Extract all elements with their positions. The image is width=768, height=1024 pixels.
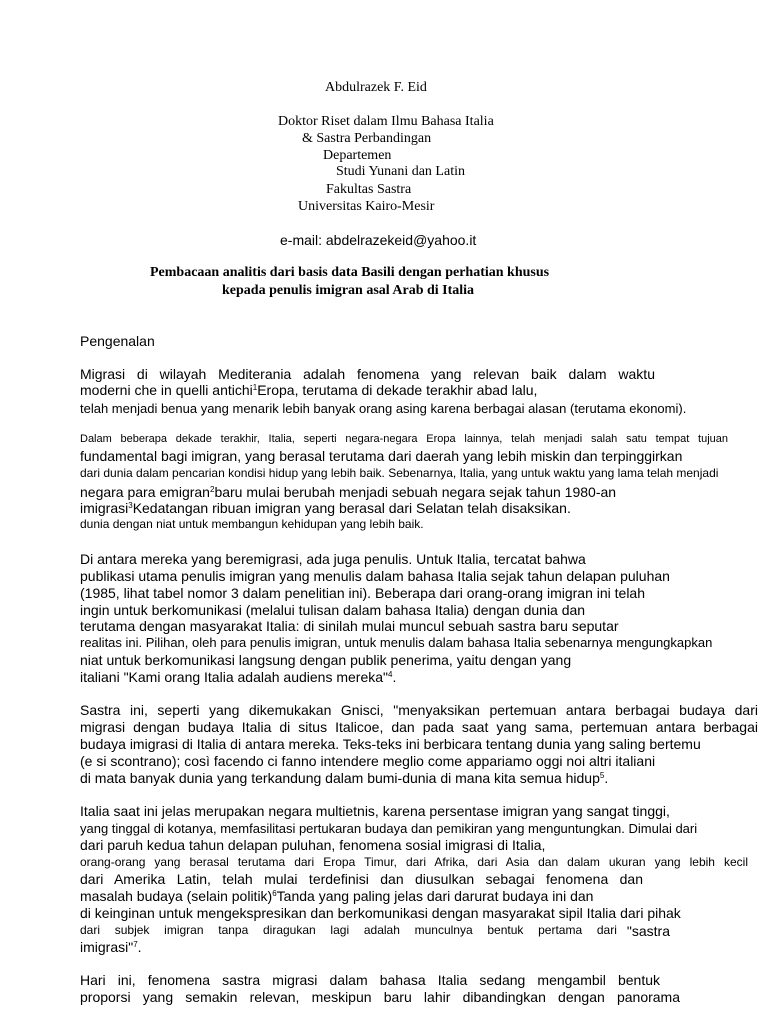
p3-line-3: (1985, lihat tabel nomor 3 dalam penelitian ini). Beberapa dari orang-orang imigran ini telah	[80, 585, 646, 601]
footnote-1: 1	[252, 383, 258, 392]
p4-line-3: budaya imigrasi di Italia di antara mereka. Teks-teks ini berbicara tentang dunia yang saling bertemu	[80, 736, 701, 752]
footnote-6: 6	[272, 889, 277, 898]
footnote-5: 5	[599, 771, 605, 780]
p2-line-3: dari dunia dalam pencarian kondisi hidup yang lebih baik. Sebenarnya, Italia, yang untuk waktu yang lama telah menjadi	[80, 466, 719, 480]
footnote-3: 3	[128, 501, 133, 510]
affiliation-field: & Sastra Perbandingan	[302, 131, 432, 146]
p1-line-1: Migrasi di wilayah Mediterania adalah fenomena yang relevan baik dalam waktu	[80, 366, 655, 382]
footnote-4: 4	[388, 670, 393, 679]
p3-line-8: italiani "Kami orang Italia adalah audiens mereka"$^4$.	[80, 669, 397, 685]
affiliation-university: Universitas Kairo-Mesir	[298, 199, 435, 214]
p5-line-9: imigrasi"$^7$.	[80, 939, 142, 955]
footnote-7: 7	[133, 940, 138, 949]
p6-line-1: Hari ini, fenomena sastra migrasi dalam bahasa Italia sedang mengambil bentuk	[80, 972, 660, 988]
footnote-2: 2	[209, 485, 215, 494]
p2-line-5: imigrasi$^3$Kedatangan ribuan imigran yang berasal dari Selatan telah disaksikan.	[80, 500, 571, 516]
p2-line-2: fundamental bagi imigran, yang berasal terutama dari daerah yang lebih miskin dan terpinggirkan	[80, 448, 683, 464]
p5-line-3: dari paruh kedua tahun delapan puluhan, fenomena sosial imigrasi di Italia,	[80, 837, 546, 853]
p1-line-2: moderni che in quelli antichi$^1$Eropa, terutama di dekade terakhir abad lalu,	[80, 382, 538, 398]
p5-line-4: orang-orang yang berasal terutama dari Eropa Timur, dari Afrika, dari Asia dan dalam ukuran yang lebih kecil	[80, 855, 748, 869]
email: e-mail: abdelrazekeid@yahoo.it	[280, 232, 477, 248]
p3-line-6: realitas ini. Pilihan, oleh para penulis imigran, untuk menulis dalam bahasa Italia sebenarnya mengungkapkan	[80, 635, 713, 650]
p4-line-1: Sastra ini, seperti yang dikemukakan Gnisci, "menyaksikan pertemuan antara berbagai budaya dari	[80, 702, 758, 718]
affiliation-studies: Studi Yunani dan Latin	[336, 164, 465, 179]
p5-line-7: di keinginan untuk mengekspresikan dan berkomunikasi dengan masyarakat sipil Italia dari pihak	[80, 905, 681, 921]
p3-line-5: terutama dengan masyarakat Italia: di sinilah mulai muncul sebuah sastra baru seputar	[80, 618, 619, 634]
affiliation-degree: Doktor Riset dalam Ilmu Bahasa Italia	[278, 114, 494, 129]
p5-line-1: Italia saat ini jelas merupakan negara multietnis, karena persentase imigran yang sangat tinggi,	[80, 803, 670, 819]
author-name: Abdulrazek F. Eid	[325, 80, 427, 95]
title-line-1: Pembacaan analitis dari basis data Basili dengan perhatian khusus	[150, 265, 550, 280]
title-line-2: kepada penulis imigran asal Arab di Italia	[222, 283, 475, 298]
p6-line-2: proporsi yang semakin relevan, meskipun baru lahir dibandingkan dengan panorama	[80, 989, 680, 1005]
p2-line-1: Dalam beberapa dekade terakhir, Italia, seperti negara-negara Eropa lainnya, telah menjadi salah satu tempat tujuan	[80, 433, 728, 445]
p2-line-6: dunia dengan niat untuk membangun kehidupan yang lebih baik.	[80, 517, 424, 531]
p1-line-3: telah menjadi benua yang menarik lebih banyak orang asing karena berbagai alasan (terutama ekonomi).	[80, 401, 687, 416]
p3-line-2: publikasi utama penulis imigran yang menulis dalam bahasa Italia sejak tahun delapan puluhan	[80, 568, 670, 584]
p3-line-1: Di antara mereka yang beremigrasi, ada juga penulis. Untuk Italia, tercatat bahwa	[80, 551, 586, 567]
section-heading: Pengenalan	[80, 333, 155, 349]
p5-line-6: masalah budaya (selain politik)$^6$Tanda yang paling jelas dari darurat budaya ini dan	[80, 888, 594, 904]
affiliation-faculty: Fakultas Sastra	[326, 182, 412, 197]
affiliation-department: Departemen	[323, 148, 392, 163]
p2-line-4: negara para emigran$^2$baru mulai berubah menjadi sebuah negara sejak tahun 1980-an	[80, 484, 617, 500]
p4-line-2: migrasi dengan budaya Italia di situs Italicoe, dan pada saat yang sama, pertemuan antara berbagai	[80, 719, 758, 735]
p5-line-2: yang tinggal di kotanya, memfasilitasi pertukaran budaya dan pemikiran yang menguntungkan. Dimulai dari	[80, 821, 698, 836]
p5-line-5: dari Amerika Latin, telah mulai terdefinisi dan diusulkan sebagai fenomena dan	[80, 871, 643, 887]
p3-line-7: niat untuk berkomunikasi langsung dengan publik penerima, yaitu dengan yang	[80, 652, 572, 668]
p4-line-4: (e si scontrano); così facendo ci fanno intendere meglio come appariamo oggi noi altri italiani	[80, 753, 656, 769]
p3-line-4: ingin untuk berkomunikasi (melalui tulisan dalam bahasa Italia) dengan dunia dan	[80, 602, 586, 618]
p5-line-8: dari subjek imigran tanpa diragukan lagi adalah munculnya bentuk pertama dari "sastra	[80, 923, 670, 939]
p4-line-5: di mata banyak dunia yang terkandung dalam bumi-dunia di mana kita semua hidup$^5$.	[80, 770, 609, 786]
